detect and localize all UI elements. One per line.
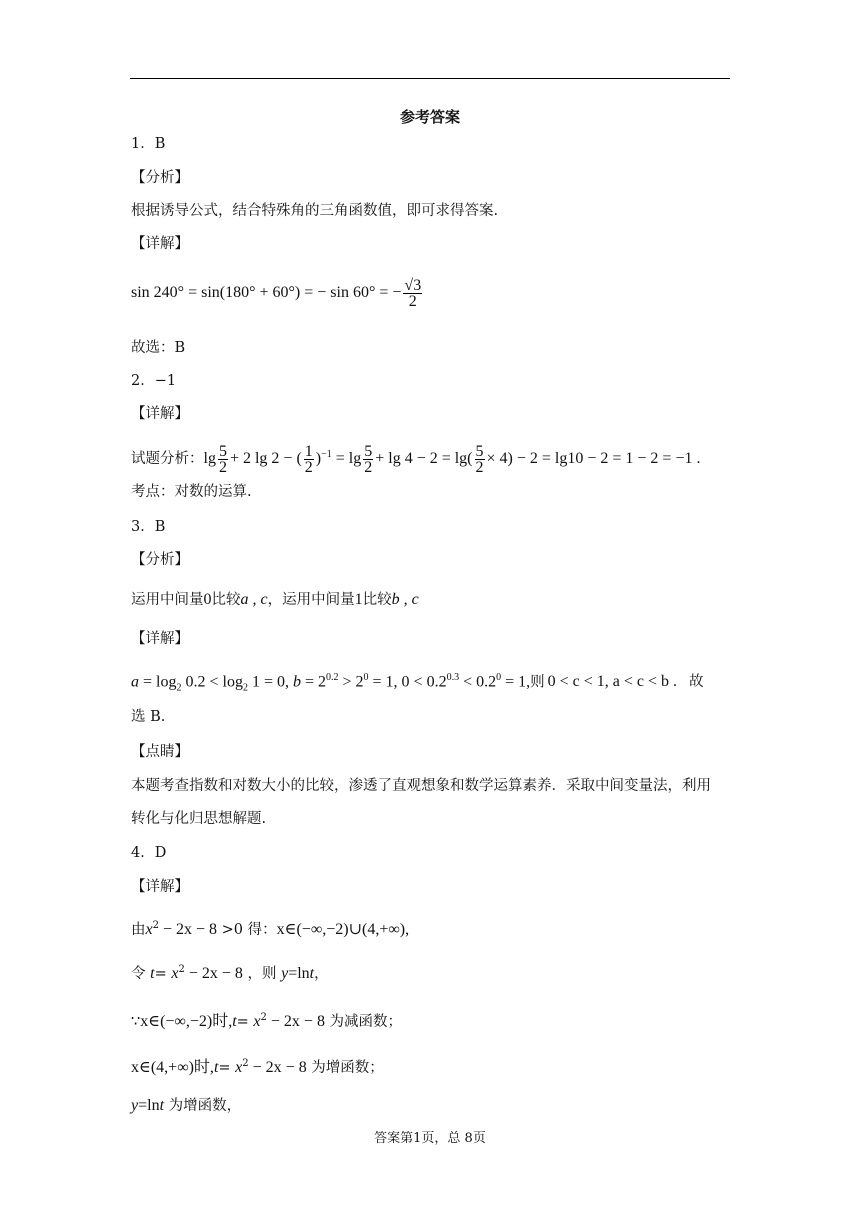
q3-tail: 故	[689, 674, 704, 691]
q2-frac-1	[218, 444, 228, 475]
q4-l4-sup: 2	[242, 1058, 249, 1069]
q3-part-3: 1 = 0,	[247, 673, 293, 691]
q3-part-5: > 2	[338, 673, 364, 691]
q3-formula	[131, 668, 704, 699]
q4-l1-x: x	[145, 920, 153, 938]
q4-line-3	[131, 1008, 402, 1032]
page-title: 参考答案	[399, 108, 460, 126]
q4-l3-because: ∵	[131, 1013, 141, 1030]
q4-l2-h: ，	[314, 965, 329, 982]
q4-line-1	[131, 916, 409, 940]
q3-analysis-a: 运用中间量	[131, 592, 204, 608]
q4-l3-x: x	[253, 1012, 261, 1030]
q3-part-7: < 0.2	[459, 673, 497, 691]
q3-analysis-bc: b , c	[391, 591, 419, 608]
q2-part-5: × 4) − 2 = lg10 − 2 = 1 − 2 = −1 .	[486, 450, 701, 468]
q3-var-b: b	[292, 673, 301, 691]
q2-frac-1-num: 5	[218, 443, 227, 460]
q4-l5-ln: =ln	[138, 1097, 160, 1114]
q4-l3-b: x∈(−∞,−2)时,	[140, 1012, 233, 1030]
q4-l4-d: − 2x − 8	[248, 1058, 307, 1076]
q3-var-a: a	[131, 673, 139, 691]
q3-part-8: = 1,	[501, 673, 531, 691]
q2-part-3: = lg	[335, 450, 362, 468]
q3-comment-text-1: 本题考查指数和对数大小的比较，渗透了直观想象和数学运算素养．采取中间变量法，利用	[131, 778, 711, 794]
q4-l5-y: y	[131, 1097, 139, 1114]
q3-sup-4: 0	[496, 672, 502, 683]
q2-frac-2	[304, 444, 314, 475]
q3-part-1: = log	[139, 673, 177, 691]
q2-frac-4	[475, 444, 485, 475]
q4-detail-tag: 【详解】	[131, 879, 189, 895]
q1-fraction-den: 2	[408, 293, 417, 310]
q4-l1-a: 由	[131, 921, 146, 938]
q3-analysis-text	[131, 590, 419, 610]
q4-l3-e: 为减函数；	[324, 1013, 403, 1030]
q4-l2-sup: 2	[178, 964, 185, 975]
q2-kaodian: 考点：对数的运算.	[131, 484, 252, 500]
header-rule	[130, 78, 730, 79]
q4-l4-x: x	[235, 1058, 243, 1076]
q2-part-4: + lg 4 − 2 = lg(	[375, 450, 473, 468]
q3-part-6: = 1, 0 < 0.2	[368, 673, 447, 691]
q3-analysis-zero: 0	[203, 591, 212, 608]
q2-lead: 试题分析：	[131, 451, 204, 468]
q1-fraction	[403, 278, 422, 309]
q4-l3-d: − 2x − 8	[266, 1012, 325, 1030]
q4-l5-d: 为增函数，	[164, 1098, 242, 1114]
q4-l1-e: x∈(−∞,−2)∪(4,+∞),	[276, 920, 410, 938]
q4-l3-sup: 2	[260, 1012, 267, 1023]
q2-part-2: )	[315, 450, 322, 468]
q3-analysis-c: ，运用中间量	[267, 592, 355, 608]
q4-l3-c: =	[236, 1013, 254, 1030]
q3-comment-tag: 【点睛】	[131, 744, 189, 760]
q2-detail-tag: 【详解】	[131, 406, 189, 422]
q4-l1-d: >0 得：	[217, 921, 277, 938]
q2-lg: lg	[203, 450, 216, 468]
q4-l2-c: − 2x − 8	[184, 964, 243, 982]
q3-analysis-b: 比较	[211, 592, 241, 608]
q2-frac-2-num: 1	[304, 443, 313, 460]
q3-sub-2: 2	[242, 682, 248, 694]
q4-answer: 4．D	[131, 845, 167, 861]
q3-sup-3: 0.3	[446, 672, 460, 683]
q1-formula	[131, 278, 424, 309]
q3-analysis-one: 1	[354, 591, 363, 608]
q3-comment-text-2: 转化与化归思想解题.	[131, 811, 267, 827]
q1-analysis-tag: 【分析】	[131, 170, 189, 186]
q3-part-2: 0.2 < log	[181, 673, 243, 691]
q4-line-2	[131, 960, 329, 984]
q4-l4-t: t	[213, 1058, 219, 1076]
q4-l1-sup: 2	[152, 920, 159, 931]
page-footer: 答案第1页，总 8页	[374, 1131, 486, 1146]
q3-analysis-tag: 【分析】	[131, 552, 189, 568]
q1-fraction-num: √3	[404, 277, 422, 294]
q3-choice: 选 B.	[131, 709, 166, 725]
q2-frac-3	[363, 444, 373, 475]
q1-formula-main: sin 240° = sin(180° + 60°) = − sin 60° = −	[131, 284, 402, 302]
q2-exponent: −1	[321, 448, 332, 460]
q3-sup-2: 0	[363, 672, 369, 683]
q4-line-5	[131, 1096, 241, 1116]
q4-l3-t: t	[232, 1012, 237, 1030]
q4-l2-t: t	[150, 964, 155, 982]
q3-analysis-d: 比较	[362, 592, 392, 608]
q3-sup-1: 0.2	[326, 672, 339, 683]
q3-part-4: = 2	[300, 673, 326, 691]
q2-frac-4-num: 5	[475, 443, 484, 460]
q2-formula	[131, 444, 700, 475]
q4-l4-e: 为增函数；	[306, 1059, 384, 1076]
q2-frac-2-den: 2	[304, 459, 313, 476]
q4-line-4	[131, 1054, 384, 1078]
q4-l2-ln: =ln	[288, 964, 310, 982]
q1-choice: 故选：B	[131, 340, 186, 356]
q4-l2-y: y	[281, 964, 289, 982]
q4-l2-t2: t	[309, 964, 315, 982]
q1-detail-tag: 【详解】	[131, 236, 189, 252]
q3-sub-1: 2	[176, 682, 182, 694]
q4-l2-d: ，则	[242, 965, 282, 982]
q3-conclusion: 0 < c < 1, a < c < b .	[547, 673, 678, 691]
q2-frac-3-den: 2	[364, 459, 373, 476]
q2-frac-1-den: 2	[218, 459, 227, 476]
q4-l2-b: =	[154, 965, 172, 982]
q2-answer: 2．−1	[131, 373, 177, 389]
q2-part-1: + 2 lg 2 − (	[229, 450, 302, 468]
q3-answer: 3．B	[131, 519, 166, 535]
q2-frac-4-den: 2	[475, 459, 484, 476]
q1-answer: 1．B	[131, 136, 166, 152]
q2-frac-3-num: 5	[364, 443, 373, 460]
q4-l4-c: =	[218, 1059, 236, 1076]
q3-detail-tag: 【详解】	[131, 631, 189, 647]
q4-l4-a: x∈(4,+∞)时,	[131, 1058, 214, 1076]
q3-analysis-ac: a , c	[240, 591, 268, 608]
q4-l5-t: t	[159, 1097, 165, 1114]
q3-then: 则	[530, 674, 545, 691]
q4-l2-x: x	[171, 964, 179, 982]
q4-l1-c: − 2x − 8	[158, 920, 218, 938]
q4-l2-a: 令	[131, 965, 151, 982]
q1-analysis-text: 根据诱导公式，结合特殊角的三角函数值，即可求得答案.	[131, 203, 499, 219]
